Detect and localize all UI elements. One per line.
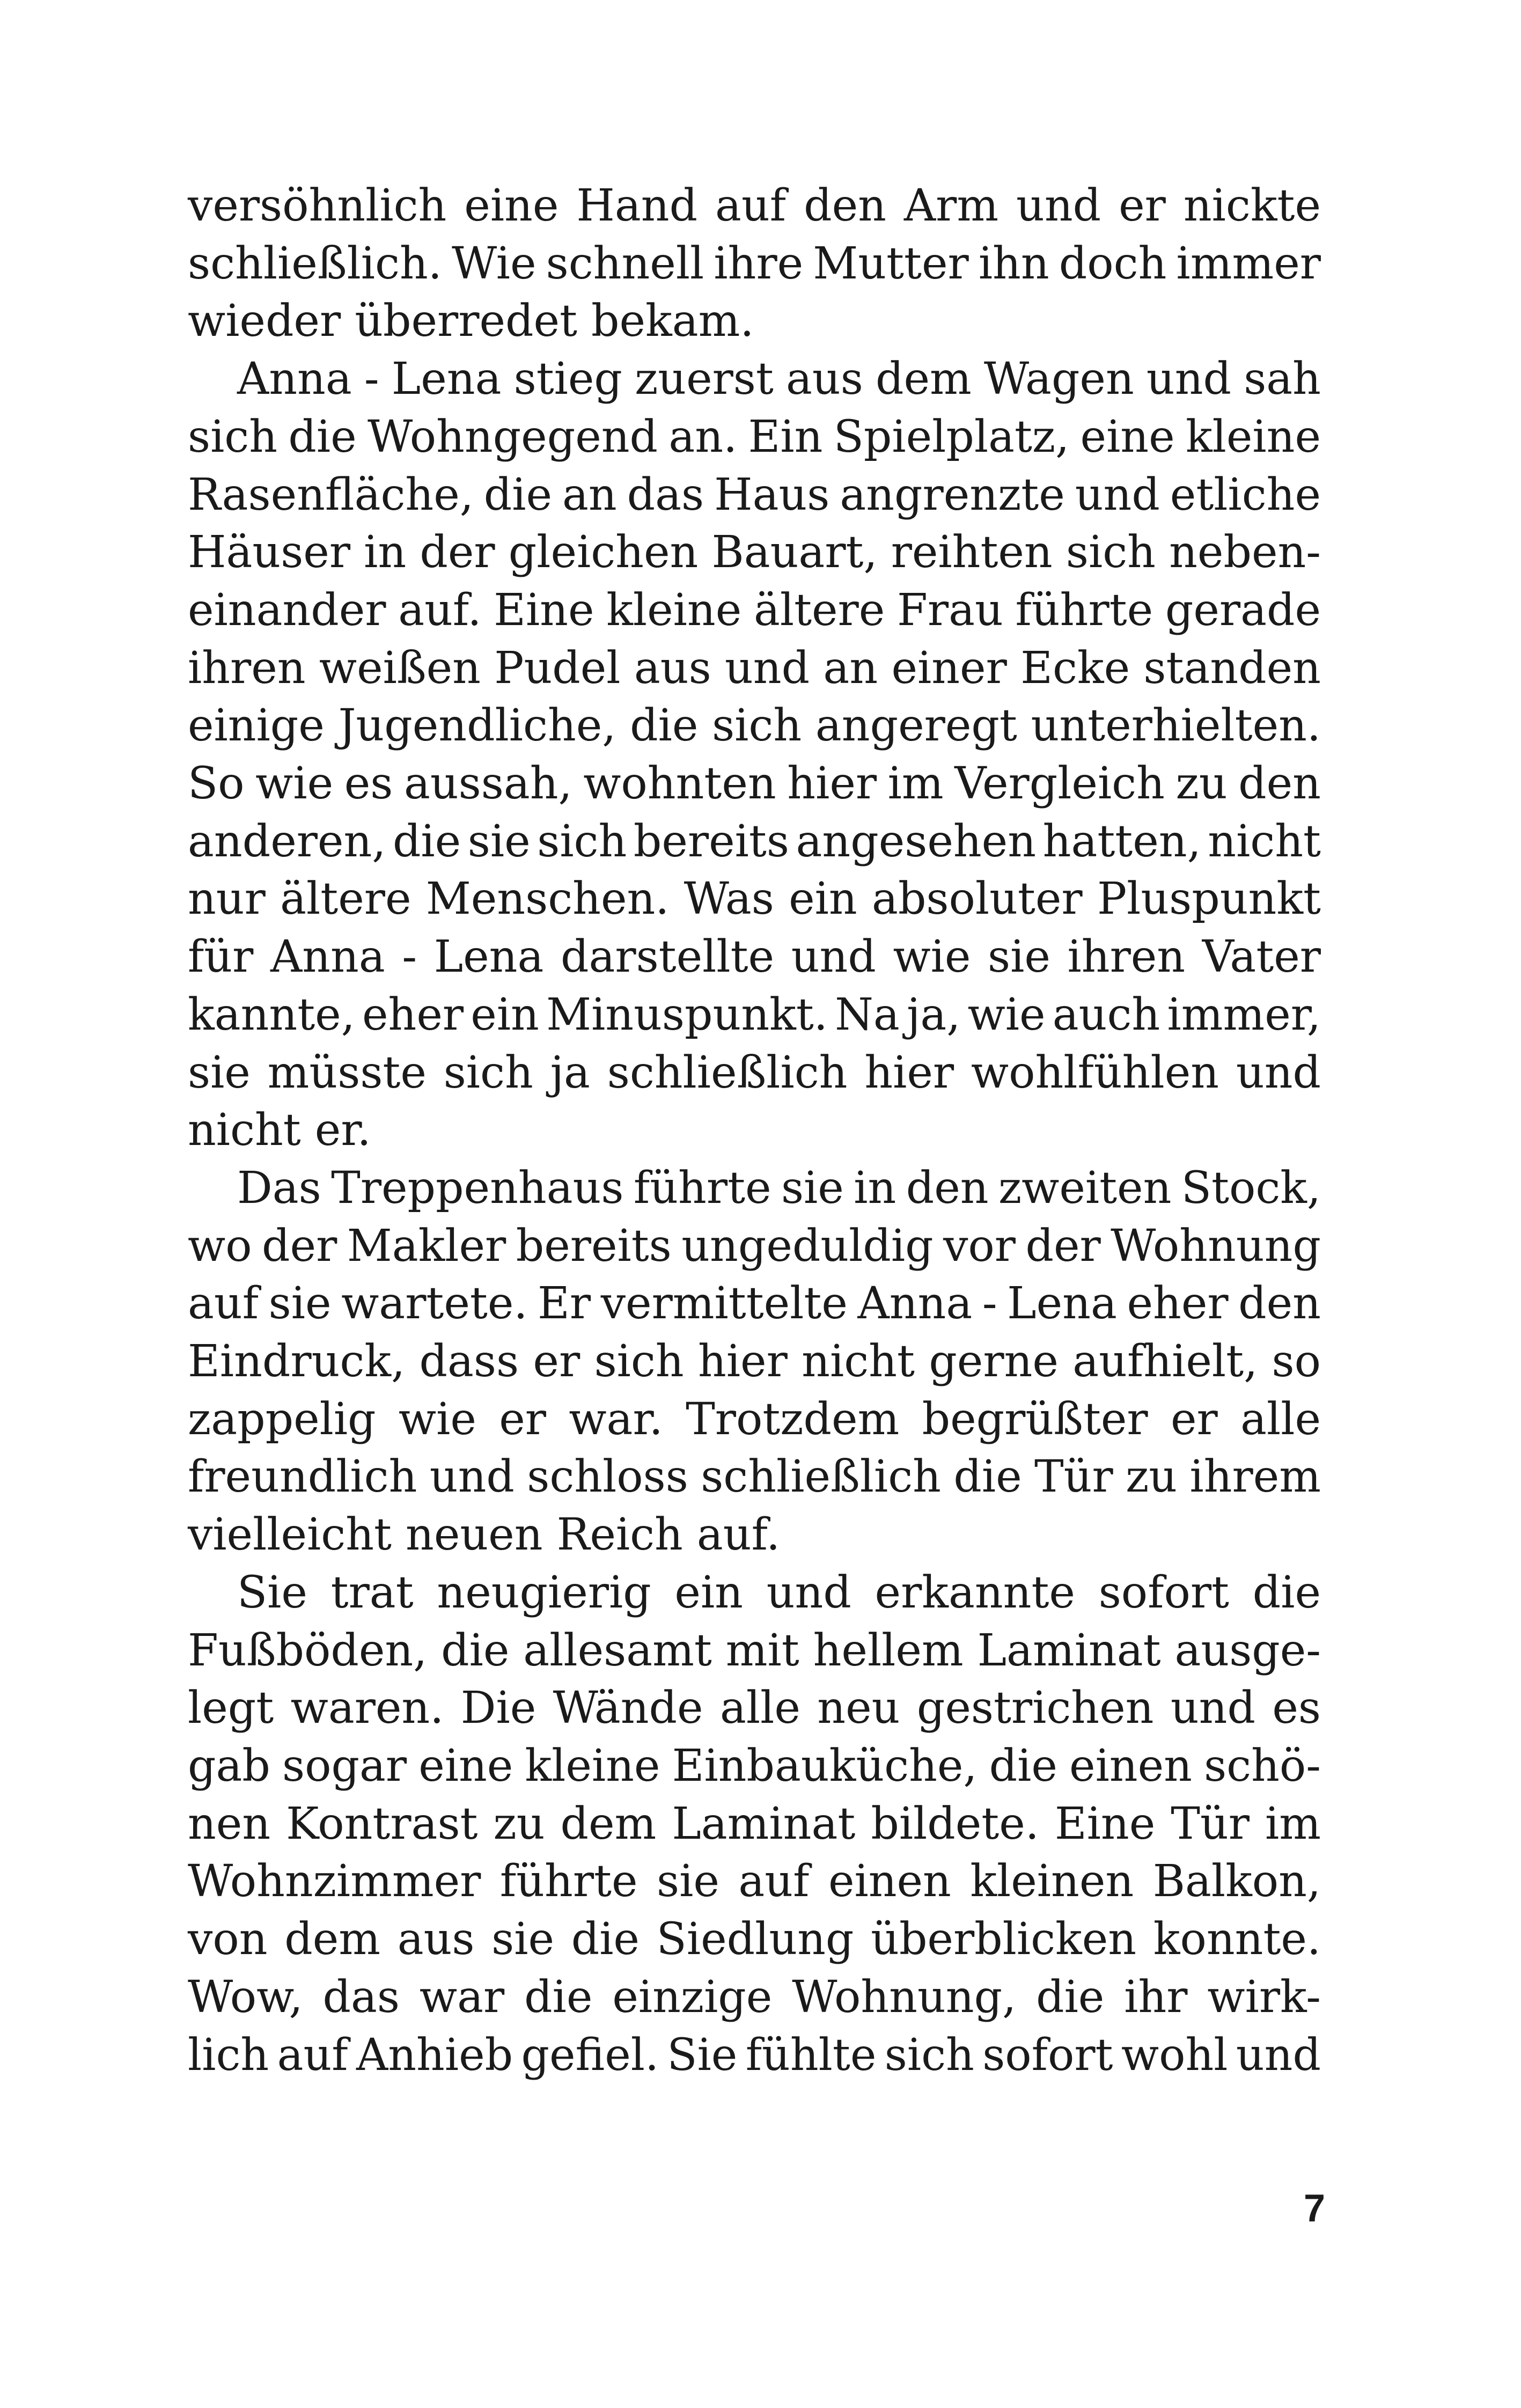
text-line: legt waren. Die Wände alle neu gestrichen und es [188,1683,1321,1734]
text-line: Das Treppenhaus führte sie in den zweiten Stock, [237,1162,1321,1214]
text-line: Eindruck, dass er sich hier nicht gerne aufhielt, so [188,1336,1321,1387]
text-line: Wow, das war die einzige Wohnung, die ihr wirk- [188,1971,1321,2023]
text-line: ihren weißen Pudel aus und an einer Ecke standen [188,642,1321,694]
body-text [188,177,1321,2084]
text-line: kannte, eher ein Minuspunkt. Na ja, wie auch immer, [188,989,1321,1040]
text-line: zappelig wie er war. Trotzdem begrüßter er alle [188,1393,1321,1445]
text-line: versöhnlich eine Hand auf den Arm und er nickte [188,180,1321,231]
text-line: sich die Wohngegend an. Ein Spielplatz, eine kleine [188,411,1321,462]
page-number: 7 [1303,2187,1325,2230]
text-line: Wohnzimmer führte sie auf einen kleinen Balkon, [188,1856,1321,1907]
text-line: wo der Makler bereits ungeduldig vor der Wohnung [188,1220,1321,1272]
text-line: auf sie wartete. Er vermittelte Anna - Lena eher den [188,1278,1321,1330]
text-line: schließlich. Wie schnell ihre Mutter ihn doch immer [188,238,1321,289]
text-line: vielleicht neuen Reich auf. [188,1509,781,1561]
text-line: einige Jugendliche, die sich angeregt unterhielten. [188,700,1321,752]
text-line: anderen, die sie sich bereits angesehen hatten, nicht [188,816,1321,867]
text-line: gab sogar eine kleine Einbauküche, die einen schö- [188,1740,1321,1792]
text-line: Häuser in der gleichen Bauart, reihten sich neben- [188,527,1321,578]
text-line: nen Kontrast zu dem Laminat bildete. Eine Tür im [188,1798,1321,1849]
text-line: sie müsste sich ja schließlich hier wohlfühlen und [188,1047,1321,1098]
text-line: von dem aus sie die Siedlung überblicken konnte. [188,1914,1321,1965]
text-line: Rasenfläche, die an das Haus angrenzte und etliche [188,469,1321,520]
text-line: wieder überredet bekam. [188,296,754,347]
text-line: lich auf Anhieb gefiel. Sie fühlte sich sofort wohl und [188,2029,1321,2081]
text-line: Fußböden, die allesamt mit hellem Laminat ausge- [188,1625,1321,1676]
text-line: Anna - Lena stieg zuerst aus dem Wagen und sah [237,354,1321,405]
text-line: So wie es aussah, wohnten hier im Vergleich zu den [188,758,1321,810]
text-line: Sie trat neugierig ein und erkannte sofort die [237,1567,1321,1618]
text-line: für Anna - Lena darstellte und wie sie ihren Vater [188,931,1321,983]
text-line: freundlich und schloss schließlich die Tür zu ihrem [188,1451,1321,1503]
text-line: nicht er. [188,1105,371,1156]
text-line: nur ältere Menschen. Was ein absoluter Pluspunkt [188,873,1321,925]
text-line: einander auf. Eine kleine ältere Frau führte gerade [188,584,1321,636]
